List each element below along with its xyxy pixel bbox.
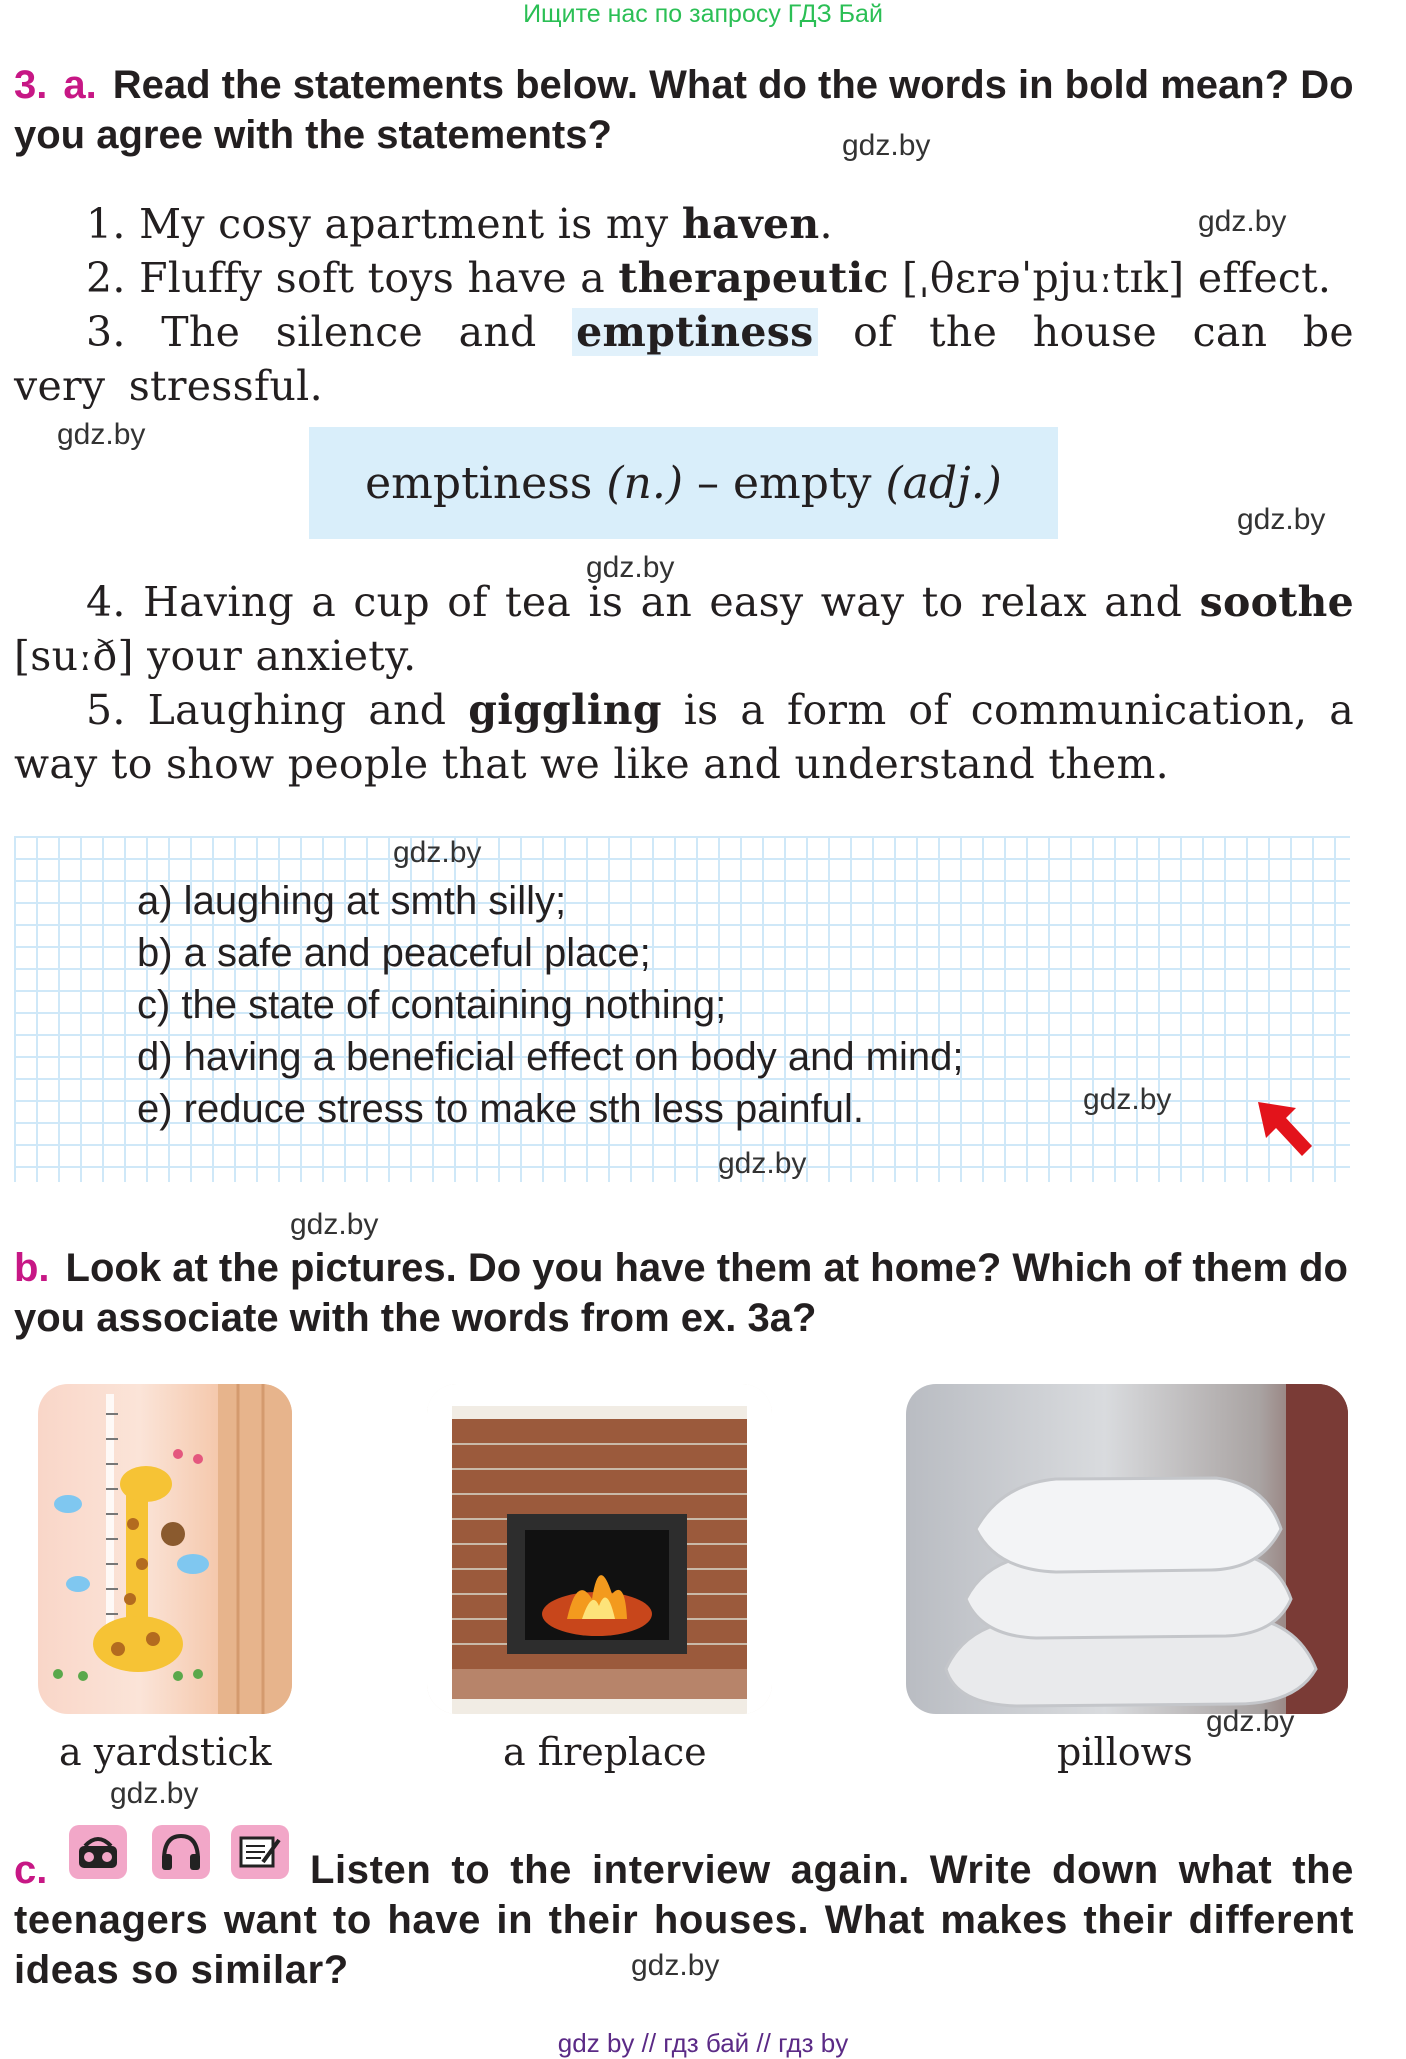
watermark: gdz.by — [842, 129, 931, 162]
yardstick-picture — [38, 1384, 292, 1714]
definition-c: c) the state of containing nothing; — [137, 983, 727, 1027]
definition-b: b) a safe and peaceful place; — [137, 931, 651, 975]
watermark: gdz.by — [1198, 205, 1287, 238]
definitions-list — [137, 875, 963, 1135]
bold-word: soothe — [1199, 578, 1354, 626]
statement-4: 4. Having a cup of tea is an easy way to relax and soothe [suːð] your anxiety. — [14, 578, 1354, 680]
watermark: gdz.by — [718, 1147, 807, 1180]
watermark: gdz.by — [1083, 1083, 1172, 1116]
caption-fireplace: a fireplace — [503, 1730, 707, 1774]
definition-d: d) having a beneficial effect on body and mind; — [137, 1035, 964, 1079]
watermark: gdz.by — [586, 551, 675, 584]
statement-1: 1. My cosy apartment is my haven. — [86, 200, 833, 248]
task-b-instruction: Look at the pictures. Do you have them at home? Which of them do you associate with the words from ex. 3a? — [14, 1246, 1348, 1340]
watermark: gdz.by — [1237, 503, 1326, 536]
task-b-heading — [14, 1243, 1354, 1343]
task-letter-b: b. — [14, 1246, 50, 1290]
statement-5: 5. Laughing and giggling is a form of communication, a way to show people that we like and understand them. — [14, 686, 1354, 788]
definition-e: e) reduce stress to make sth less painful. — [137, 1087, 864, 1131]
statement-3: 3. The silence and emptiness of the house can be very stressful. — [14, 308, 1354, 410]
watermark: gdz.by — [290, 1208, 379, 1241]
task-a-heading — [14, 60, 1354, 160]
watermark: gdz.by — [57, 418, 146, 451]
bold-word: emptiness — [572, 308, 817, 356]
watermark: gdz.by — [631, 1949, 720, 1982]
fireplace-picture — [427, 1384, 772, 1714]
watermark: gdz.by — [393, 836, 482, 869]
caption-pillows: pillows — [1057, 1730, 1193, 1774]
top-banner: Ищите нас по запросу ГДЗ Бай — [523, 0, 883, 28]
task-c-instruction: Listen to the interview again. Write down what the teenagers want to have in their houses. What makes their different ideas so similar? — [14, 1848, 1354, 1992]
task-a-instruction: Read the statements below. What do the words in bold mean? Do you agree with the statements? — [14, 63, 1354, 157]
statement-2: 2. Fluffy soft toys have a therapeutic [ˌθɛrəˈpjuːtɪk] effect. — [86, 254, 1332, 302]
word-formation-note: emptiness (n.) – empty (adj.) — [309, 427, 1058, 539]
task-letter-c: c. — [14, 1848, 48, 1892]
watermark: gdz.by — [1206, 1705, 1295, 1738]
task-number: 3. — [14, 63, 48, 107]
red-arrow-icon — [1256, 1100, 1316, 1160]
task-letter-a: a. — [63, 63, 97, 107]
caption-yardstick: a yardstick — [59, 1730, 272, 1774]
pillows-picture — [906, 1384, 1348, 1714]
watermark: gdz.by — [110, 1777, 199, 1810]
bold-word: therapeutic — [618, 254, 889, 302]
bold-word: haven — [681, 200, 820, 248]
bold-word: giggling — [468, 686, 662, 734]
definition-a: a) laughing at smth silly; — [137, 879, 567, 923]
footer-links[interactable]: gdz by // гдз бай // гдз by — [557, 2028, 849, 2058]
